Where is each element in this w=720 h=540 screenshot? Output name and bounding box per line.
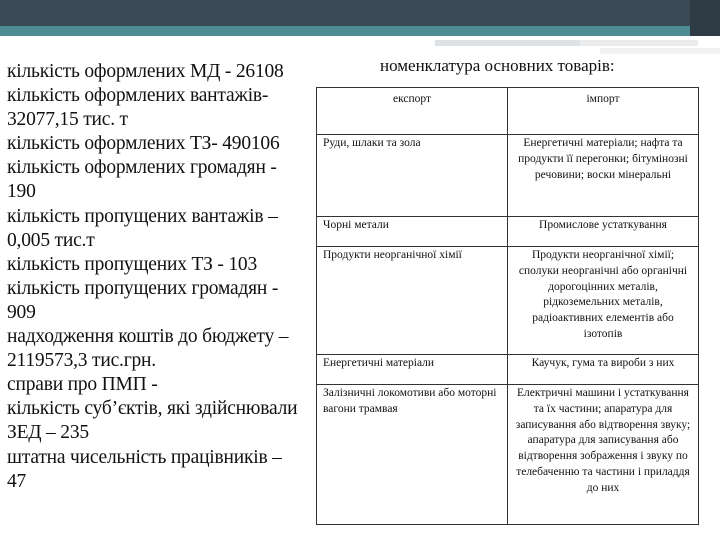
table-row [317, 355, 699, 385]
stats-line: кількість оформлених громадян - [7, 157, 277, 179]
stats-line: 47 [7, 470, 27, 492]
import-cell: Електричні машини і устаткування та їх частини; апаратура для записування або відтворення звуку; апаратура для записування або відтворення зображення і звуку по телебаченню та частини і приладдя до них [508, 385, 699, 525]
import-cell: Каучук, гума та вироби з них [508, 355, 699, 385]
stats-line: 190 [7, 181, 36, 203]
stats-line: штатна чисельність працівників – [7, 446, 282, 468]
stats-line: 0,005 тис.т [7, 229, 95, 251]
import-cell: Енергетичні матеріали; нафта та продукти її перегонки; бітумінозні речовини; воски мінеральні [508, 135, 699, 217]
decor-stripe [580, 40, 698, 46]
table-header-row [317, 88, 699, 135]
table-row [317, 217, 699, 247]
stats-line: надходження коштів до бюджету – [7, 326, 289, 348]
goods-nomenclature-table [316, 87, 699, 525]
table-row [317, 247, 699, 355]
stats-line: ЗЕД – 235 [7, 422, 89, 444]
stats-line: кількість пропущених громадян - [7, 277, 279, 299]
export-cell: Чорні метали [317, 217, 508, 247]
stats-line: 32077,15 тис. т [7, 109, 128, 131]
header-export: експорт [317, 88, 508, 135]
export-cell: Енергетичні матеріали [317, 355, 508, 385]
header-accent-bar [0, 26, 720, 36]
export-cell: Продукти неорганічної хімії [317, 247, 508, 355]
stats-line: кількість пропущених ТЗ - 103 [7, 253, 258, 275]
table-title: номенклатура основних товарів: [380, 56, 615, 75]
stats-line: кількість пропущених вантажів – [7, 205, 278, 227]
import-cell: Продукти неорганічної хімії; сполуки неорганічні або органічні дорогоцінних металів, рідкоземельних металів, радіоактивних елементів або ізотопів [508, 247, 699, 355]
stats-line: 2119573,3 тис.грн. [7, 350, 156, 372]
stats-line: кількість оформлених вантажів- [7, 85, 269, 107]
header-import: імпорт [508, 88, 699, 135]
header-bar [0, 0, 720, 26]
table-row [317, 385, 699, 525]
decor-stripe [600, 48, 720, 54]
decor-stripe [435, 40, 580, 46]
import-cell: Промислове устаткування [508, 217, 699, 247]
stats-line: кількість суб’єктів, які здійснювали [7, 398, 298, 420]
header-corner-block [690, 0, 720, 36]
export-cell: Руди, шлаки та зола [317, 135, 508, 217]
stats-line: кількість оформлених МД - 26108 [7, 61, 284, 82]
export-cell: Залізничні локомотиви або моторні вагони трамвая [317, 385, 508, 525]
stats-line: 909 [7, 301, 36, 323]
table-row [317, 135, 699, 217]
stats-line: кількість оформлених ТЗ- 490106 [7, 133, 280, 155]
stats-text-block [7, 60, 327, 494]
stats-line: справи про ПМП - [7, 374, 158, 396]
